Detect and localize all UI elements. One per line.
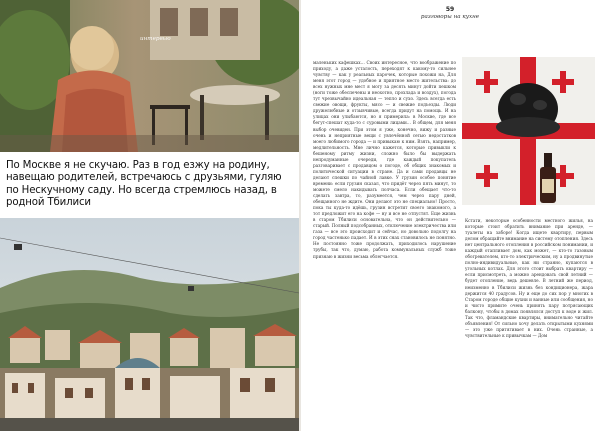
page-number: 59 bbox=[445, 6, 455, 13]
cafe-terrace-illustration bbox=[0, 0, 299, 152]
tbilisi-cityscape-photo bbox=[0, 218, 299, 431]
georgian-flag-papakha-wine-photo bbox=[462, 57, 595, 205]
body-text-column-1: маленьких кафешках… Своих интересное, что воображение по приходу, а даже усталость, переходят к какому-то сильнее чувству — как у реальных парочек, которые похожи на, Для меня этот город — удобное и приятное место жительства: до всех нужных мне мест я могу за десять минут дойти пешком (ноги тоже обеспечены и неохотно, прохлада и воздух), погода тут чрезвычайно идеальная — тепло и сухо. Здесь всегда есть свежие овощи, фрукты, мясо — и свежие подъезды. Люди дружелюбные и отзывчивые, всегда придут на помощь. И на улицах они улыбаются, но я примерила: в Москве, где все бегут-спешат куда-то с суровыми лицами… В общем, для меня выбор очевиден. При этом я уже, конечно, вижу и разные очень и неприятные вещи с увлечённой сетью недостатков моего любимого города — и привыкаю к ним. Взять, например, медлительность. Мне лично кажется, которые привыкли к бешеному ритму жизни, сложно было бы выдержать непродуманные очереди, где каждый покупатель разговаривает с продавцом о погоде, об общих знакомых и политической ситуации в стране. Да и сами продавцы не делают спешки по чайной лавке. У грузин особое понятие времени: если грузин сказал, что придёт через пять минут, то можете смело накидывать полчаса. Если обещает что-то сделать завтра, то, разумеется, чем через пару дней, обещанного не ждите. Они делают это не специально! Просто, пока ты куда-то идёшь, грузин встретит своего знакомого, а тот предложит его на кофе — ну и все не отпустят. Еще жизнь в старом Тбилиси основательна, что он действительно — старый. Полный подсобранных, отключение электричества или газа — все это происходит и сейчас, но довольно подолгу на город частенько падает. И в этих снах становилось не понятно. Не постоянно тоже продолжать, приходилось нарушение трубы, так что, думаю, работа коммунальных служб тоже признаю в жизни весьма облегчается. bbox=[313, 60, 456, 259]
running-title: разговоры на кухне bbox=[420, 14, 480, 20]
cityscape-illustration bbox=[0, 218, 299, 431]
flag-hat-wine-illustration bbox=[462, 57, 595, 205]
cafe-terrace-photo bbox=[0, 0, 299, 152]
overlay-title: интервью bbox=[140, 36, 171, 42]
cable-car-icon bbox=[14, 244, 22, 250]
body-text-column-2: Кстати, некоторые особенности местного жилья, на которые стоит обратить внимание при аренде, — туалеты на заборе! Когда ищете квартиру, первым делом обращайте внимание на систему отопления. Здесь нет центрального отопления в российском понимании, и каждый отапливает дом, как может, — кто-то газовым обогревателем, кто-то электрическим, ну а продвинутые полно-индивидуальные, как ни странно, купаются в угольных котлах. Для этого стоит выбрать квартиру — если присмотреть, а можно арендовать свой летний — будет отопление, ведь дешевле. В летний же период, неизменно в Тбилиси жизнь без кондиционера, жара держится 40 градусов. Ну и еще до сих пор у многих в Старом городе общие кухни и ванные или сообщения, но и чисто примите очень принять пару потрясающих балкону, чтобы в домах появлялся доступ к воде и жил. Так что, фламандские квартиры, внимательно читайте объявления! От сильно хочу делать открытыми кухнями — это уже притягивает в них. Очень странные, а чувствительные к привычкам — Дом bbox=[465, 218, 593, 338]
page-gutter bbox=[299, 0, 301, 431]
pull-quote: По Москве я не скучаю. Раз в год езжу на родину, навещаю родителей, встречаюсь с друзьями, гуляю по Нескучному саду. Но всегда стремлюсь назад, в родной Тбилиси bbox=[6, 160, 282, 209]
